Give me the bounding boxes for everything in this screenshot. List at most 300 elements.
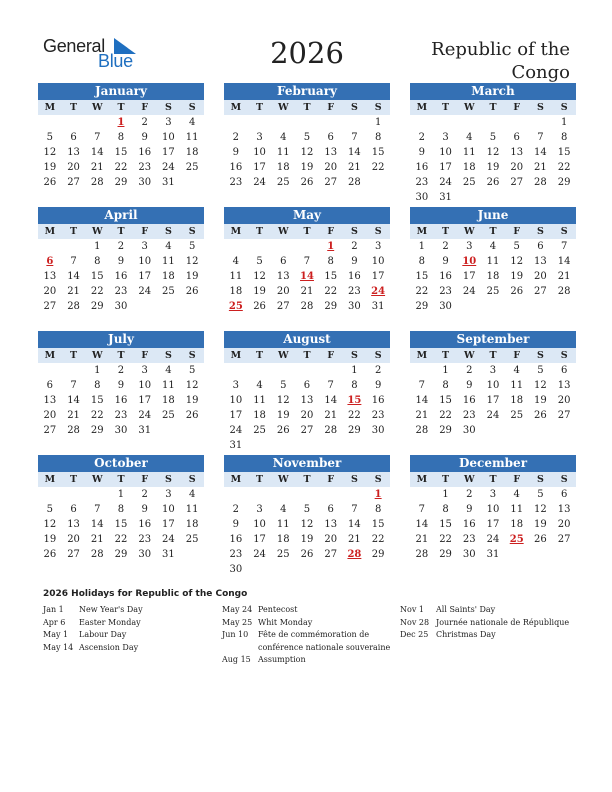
day-cell: 22 [557, 162, 571, 173]
day-cell: 2 [117, 241, 125, 252]
day-cell: 7 [351, 504, 358, 515]
day-cell: 28 [557, 286, 571, 297]
day-grid [410, 115, 576, 205]
day-cell: 11 [510, 380, 524, 391]
empty-cell [85, 487, 109, 502]
month-header: August [224, 331, 390, 348]
day-cell: 2 [466, 489, 473, 500]
empty-cell [38, 239, 62, 254]
day-cell: 6 [537, 241, 544, 252]
day-grid [224, 115, 390, 190]
day-cell: 20 [510, 162, 524, 173]
empty-cell [224, 115, 248, 130]
day-grid [410, 487, 576, 562]
day-cell: 10 [439, 147, 452, 158]
day-cell: 12 [534, 380, 547, 391]
day-cell: 24 [138, 286, 152, 297]
day-cell: 16 [229, 162, 243, 173]
day-cell: 2 [418, 132, 426, 143]
holiday-name: Labour Day [79, 630, 127, 639]
weekday-label: W [463, 350, 475, 361]
day-cell: 7 [70, 256, 77, 267]
empty-cell [62, 487, 86, 502]
weekday-label: T [303, 102, 311, 113]
weekday-label: S [165, 474, 172, 485]
day-cell: 23 [462, 534, 476, 545]
day-cell: 8 [327, 256, 334, 267]
day-cell: 28 [324, 425, 338, 436]
day-cell: 4 [513, 489, 520, 500]
day-cell: 4 [165, 365, 172, 376]
day-cell: 10 [229, 395, 243, 406]
day-cell: 1 [442, 489, 449, 500]
day-cell: 7 [70, 380, 77, 391]
holiday-item [222, 617, 398, 630]
day-cell: 25 [253, 425, 266, 436]
holiday-name: Assumption [258, 655, 306, 664]
weekday-label: S [537, 350, 544, 361]
weekday-header-row [410, 472, 576, 487]
weekday-label: M [44, 226, 56, 237]
day-cell: 14 [67, 271, 80, 282]
day-cell: 23 [229, 177, 243, 188]
day-cell: 7 [418, 504, 426, 515]
weekday-label: M [416, 226, 428, 237]
day-cell: 28 [300, 301, 314, 312]
day-cell: 20 [557, 395, 571, 406]
day-cell: 24 [439, 177, 452, 188]
month-header: September [410, 331, 576, 348]
day-cell: 2 [141, 117, 148, 128]
weekday-label: S [188, 226, 196, 237]
day-cell: 30 [415, 192, 429, 203]
day-cell: 1 [351, 365, 358, 376]
day-cell: 15 [114, 147, 128, 158]
weekday-label: T [303, 226, 311, 237]
month-february [224, 83, 390, 190]
day-cell: 2 [466, 365, 473, 376]
day-cell: 23 [138, 162, 152, 173]
holiday-day-cell: 1 [117, 117, 125, 128]
day-cell: 21 [557, 271, 571, 282]
day-cell: 18 [185, 519, 199, 530]
weekday-label: W [277, 102, 289, 113]
empty-cell [295, 239, 319, 254]
logo [43, 36, 143, 70]
day-cell: 30 [439, 301, 452, 312]
day-cell: 14 [534, 147, 547, 158]
day-cell: 18 [162, 271, 175, 282]
weekday-header-row [38, 472, 204, 487]
day-grid [38, 115, 204, 190]
day-cell: 28 [67, 425, 80, 436]
weekday-label: W [277, 350, 289, 361]
day-cell: 18 [162, 395, 175, 406]
weekday-header-row [224, 100, 390, 115]
holiday-day-cell: 10 [462, 256, 477, 267]
weekday-label: F [327, 102, 335, 113]
day-cell: 18 [510, 519, 524, 530]
day-cell: 26 [43, 549, 57, 560]
holiday-date: May 25 [222, 617, 253, 627]
weekday-label: S [351, 226, 358, 237]
day-cell: 19 [185, 395, 199, 406]
day-cell: 1 [374, 117, 382, 128]
weekday-header-row [38, 100, 204, 115]
holiday-column [222, 604, 398, 667]
holiday-column [43, 604, 219, 654]
holiday-date: Jan 1 [43, 605, 64, 614]
weekday-label: T [70, 226, 78, 237]
day-cell: 29 [348, 425, 361, 436]
day-cell: 29 [439, 425, 452, 436]
day-cell: 16 [114, 271, 128, 282]
day-cell: 23 [138, 534, 152, 545]
day-cell: 12 [185, 380, 199, 391]
weekday-label: T [70, 350, 78, 361]
holiday-item [222, 654, 398, 667]
day-cell: 12 [534, 504, 547, 515]
day-cell: 19 [185, 271, 199, 282]
month-header: February [224, 83, 390, 100]
empty-cell [62, 115, 86, 130]
weekday-label: S [560, 350, 568, 361]
day-cell: 22 [324, 286, 338, 297]
weekday-label: W [463, 226, 475, 237]
day-cell: 13 [510, 147, 524, 158]
day-cell: 9 [466, 504, 473, 515]
day-cell: 26 [253, 301, 266, 312]
day-cell: 20 [557, 519, 571, 530]
day-cell: 5 [303, 132, 311, 143]
weekday-label: W [91, 226, 103, 237]
day-cell: 16 [229, 534, 243, 545]
day-cell: 22 [114, 162, 128, 173]
holiday-day-cell: 1 [374, 489, 382, 500]
weekday-header-row [224, 224, 390, 239]
day-cell: 11 [162, 380, 175, 391]
day-cell: 23 [114, 410, 128, 421]
day-cell: 10 [162, 132, 175, 143]
holiday-item [400, 617, 576, 630]
day-cell: 4 [280, 504, 287, 515]
day-cell: 13 [324, 519, 338, 530]
day-cell: 10 [162, 504, 175, 515]
empty-cell [38, 487, 62, 502]
day-cell: 25 [276, 177, 290, 188]
day-cell: 12 [300, 519, 314, 530]
weekday-label: S [374, 102, 382, 113]
day-cell: 20 [534, 271, 547, 282]
holiday-name: Whit Monday [258, 617, 313, 627]
day-cell: 4 [188, 117, 196, 128]
holiday-name: New Year's Day [79, 605, 143, 614]
day-cell: 28 [415, 549, 429, 560]
day-cell: 23 [439, 286, 452, 297]
day-cell: 5 [188, 365, 196, 376]
day-cell: 29 [439, 549, 452, 560]
day-cell: 17 [486, 519, 500, 530]
day-cell: 3 [256, 504, 263, 515]
day-cell: 29 [114, 549, 128, 560]
day-cell: 29 [415, 301, 429, 312]
month-header: June [410, 207, 576, 224]
weekday-label: S [351, 102, 358, 113]
day-cell: 10 [486, 504, 500, 515]
day-cell: 6 [560, 365, 568, 376]
day-cell: 15 [439, 395, 452, 406]
day-cell: 27 [534, 286, 547, 297]
weekday-label: W [463, 474, 475, 485]
day-cell: 8 [374, 132, 382, 143]
weekday-label: T [489, 350, 497, 361]
holiday-item [43, 617, 219, 630]
day-cell: 14 [67, 395, 80, 406]
day-cell: 31 [229, 440, 243, 451]
day-cell: 5 [188, 241, 196, 252]
day-cell: 26 [486, 177, 500, 188]
weekday-label: S [560, 102, 568, 113]
day-grid [38, 487, 204, 562]
day-cell: 20 [300, 410, 314, 421]
day-cell: 2 [232, 132, 240, 143]
day-cell: 16 [138, 519, 152, 530]
day-cell: 19 [534, 519, 547, 530]
day-cell: 28 [348, 177, 361, 188]
day-cell: 17 [439, 162, 452, 173]
day-cell: 13 [43, 271, 57, 282]
weekday-label: F [141, 474, 149, 485]
day-cell: 13 [67, 147, 80, 158]
holiday-date: Jun 10 [222, 630, 249, 639]
day-grid [410, 239, 576, 314]
day-cell: 18 [253, 410, 266, 421]
day-cell: 3 [374, 241, 382, 252]
day-cell: 13 [276, 271, 290, 282]
day-cell: 24 [162, 162, 175, 173]
day-cell: 1 [94, 241, 101, 252]
day-cell: 18 [229, 286, 243, 297]
day-cell: 5 [489, 132, 497, 143]
holiday-day-cell: 24 [371, 286, 386, 297]
day-cell: 5 [256, 256, 263, 267]
day-cell: 29 [557, 177, 571, 188]
empty-cell [343, 487, 367, 502]
weekday-label: T [117, 474, 125, 485]
empty-cell [271, 115, 295, 130]
day-cell: 15 [90, 395, 104, 406]
weekday-label: T [442, 350, 450, 361]
day-cell: 1 [560, 117, 568, 128]
day-cell: 3 [466, 241, 473, 252]
weekday-label: S [188, 474, 196, 485]
day-cell: 28 [534, 177, 547, 188]
empty-cell [271, 363, 295, 378]
weekday-label: S [188, 102, 196, 113]
month-june [410, 207, 576, 314]
day-cell: 11 [486, 256, 500, 267]
holiday-item [222, 629, 398, 654]
day-cell: 7 [303, 256, 311, 267]
holidays-title: 2026 Holidays for Republic of the Congo [43, 589, 248, 599]
holiday-name: Ascension Day [79, 642, 139, 652]
weekday-label: F [141, 102, 149, 113]
weekday-label: M [44, 102, 56, 113]
day-cell: 11 [185, 132, 199, 143]
day-cell: 13 [557, 504, 571, 515]
day-cell: 3 [165, 117, 172, 128]
day-cell: 20 [67, 162, 80, 173]
weekday-label: S [165, 350, 172, 361]
weekday-label: W [91, 474, 103, 485]
day-cell: 3 [232, 380, 240, 391]
empty-cell [319, 115, 343, 130]
day-cell: 31 [486, 549, 500, 560]
day-cell: 19 [510, 271, 524, 282]
day-cell: 26 [43, 177, 57, 188]
empty-cell [457, 115, 481, 130]
day-cell: 8 [442, 380, 449, 391]
day-cell: 5 [46, 504, 54, 515]
weekday-label: M [230, 226, 242, 237]
holiday-name: Easter Monday [79, 617, 141, 627]
day-cell: 27 [43, 301, 57, 312]
empty-cell [481, 115, 505, 130]
empty-cell [271, 487, 295, 502]
day-cell: 19 [43, 162, 57, 173]
day-cell: 23 [229, 549, 243, 560]
weekday-label: T [70, 102, 78, 113]
weekday-label: T [489, 474, 497, 485]
day-cell: 26 [300, 549, 314, 560]
day-cell: 27 [324, 177, 338, 188]
day-cell: 9 [466, 380, 473, 391]
holiday-day-cell: 15 [347, 395, 362, 406]
day-cell: 7 [94, 132, 101, 143]
weekday-label: S [374, 474, 382, 485]
month-october [38, 455, 204, 562]
day-cell: 21 [324, 410, 338, 421]
holiday-day-cell: 25 [228, 301, 243, 312]
day-cell: 16 [114, 395, 128, 406]
empty-cell [529, 115, 553, 130]
day-cell: 12 [486, 147, 500, 158]
day-cell: 19 [300, 534, 314, 545]
day-cell: 17 [462, 271, 476, 282]
holiday-item [43, 629, 219, 642]
day-cell: 16 [138, 147, 152, 158]
weekday-label: F [513, 226, 521, 237]
day-cell: 24 [138, 410, 152, 421]
day-cell: 2 [117, 365, 125, 376]
day-cell: 4 [165, 241, 172, 252]
day-cell: 31 [439, 192, 452, 203]
day-cell: 29 [114, 177, 128, 188]
empty-cell [295, 115, 319, 130]
day-cell: 29 [371, 549, 385, 560]
day-cell: 18 [276, 534, 290, 545]
holiday-item [400, 629, 576, 642]
day-cell: 9 [232, 519, 240, 530]
weekday-label: W [91, 102, 103, 113]
holiday-date: Apr 6 [43, 617, 66, 627]
day-cell: 28 [67, 301, 80, 312]
empty-cell [38, 363, 62, 378]
day-cell: 11 [276, 147, 290, 158]
day-cell: 19 [534, 395, 547, 406]
holiday-name: Fête de commémoration de conférence nationale souveraine [258, 630, 391, 652]
day-cell: 29 [90, 301, 104, 312]
weekday-label: T [256, 350, 264, 361]
day-cell: 9 [351, 256, 358, 267]
holiday-name: All Saints' Day [436, 605, 496, 614]
holiday-item [43, 604, 219, 617]
day-cell: 17 [253, 162, 266, 173]
month-may [224, 207, 390, 314]
month-header: October [38, 455, 204, 472]
empty-cell [224, 239, 248, 254]
holiday-name: Christmas Day [436, 630, 496, 639]
day-cell: 27 [557, 534, 571, 545]
weekday-label: W [277, 226, 289, 237]
day-cell: 4 [188, 489, 196, 500]
day-cell: 10 [138, 380, 152, 391]
day-cell: 7 [560, 241, 568, 252]
logo-word-blue: Blue [98, 51, 133, 71]
holiday-date: Nov 1 [400, 605, 424, 614]
day-cell: 2 [442, 241, 449, 252]
day-cell: 22 [90, 286, 104, 297]
day-cell: 19 [486, 162, 500, 173]
day-cell: 30 [114, 425, 128, 436]
day-cell: 23 [415, 177, 429, 188]
day-cell: 25 [510, 410, 524, 421]
day-cell: 18 [486, 271, 500, 282]
day-cell: 9 [117, 256, 125, 267]
day-cell: 6 [70, 504, 77, 515]
day-cell: 12 [43, 147, 57, 158]
weekday-label: M [230, 102, 242, 113]
weekday-label: M [230, 474, 242, 485]
empty-cell [295, 487, 319, 502]
day-cell: 3 [256, 132, 263, 143]
day-cell: 6 [513, 132, 520, 143]
day-cell: 7 [537, 132, 544, 143]
holiday-day-cell: 28 [347, 549, 362, 560]
holiday-day-cell: 1 [327, 241, 335, 252]
day-cell: 17 [253, 534, 266, 545]
empty-cell [62, 239, 86, 254]
weekday-label: M [230, 350, 242, 361]
day-cell: 7 [351, 132, 358, 143]
day-cell: 17 [162, 147, 175, 158]
empty-cell [343, 115, 367, 130]
day-cell: 29 [324, 301, 338, 312]
day-cell: 15 [324, 271, 338, 282]
day-cell: 21 [415, 410, 429, 421]
day-cell: 6 [560, 489, 568, 500]
day-cell: 3 [165, 489, 172, 500]
weekday-header-row [38, 224, 204, 239]
day-cell: 13 [557, 380, 571, 391]
empty-cell [505, 115, 529, 130]
month-august [224, 331, 390, 453]
day-cell: 4 [489, 241, 497, 252]
day-cell: 27 [276, 301, 290, 312]
day-cell: 22 [415, 286, 429, 297]
empty-cell [248, 487, 272, 502]
day-cell: 19 [43, 534, 57, 545]
